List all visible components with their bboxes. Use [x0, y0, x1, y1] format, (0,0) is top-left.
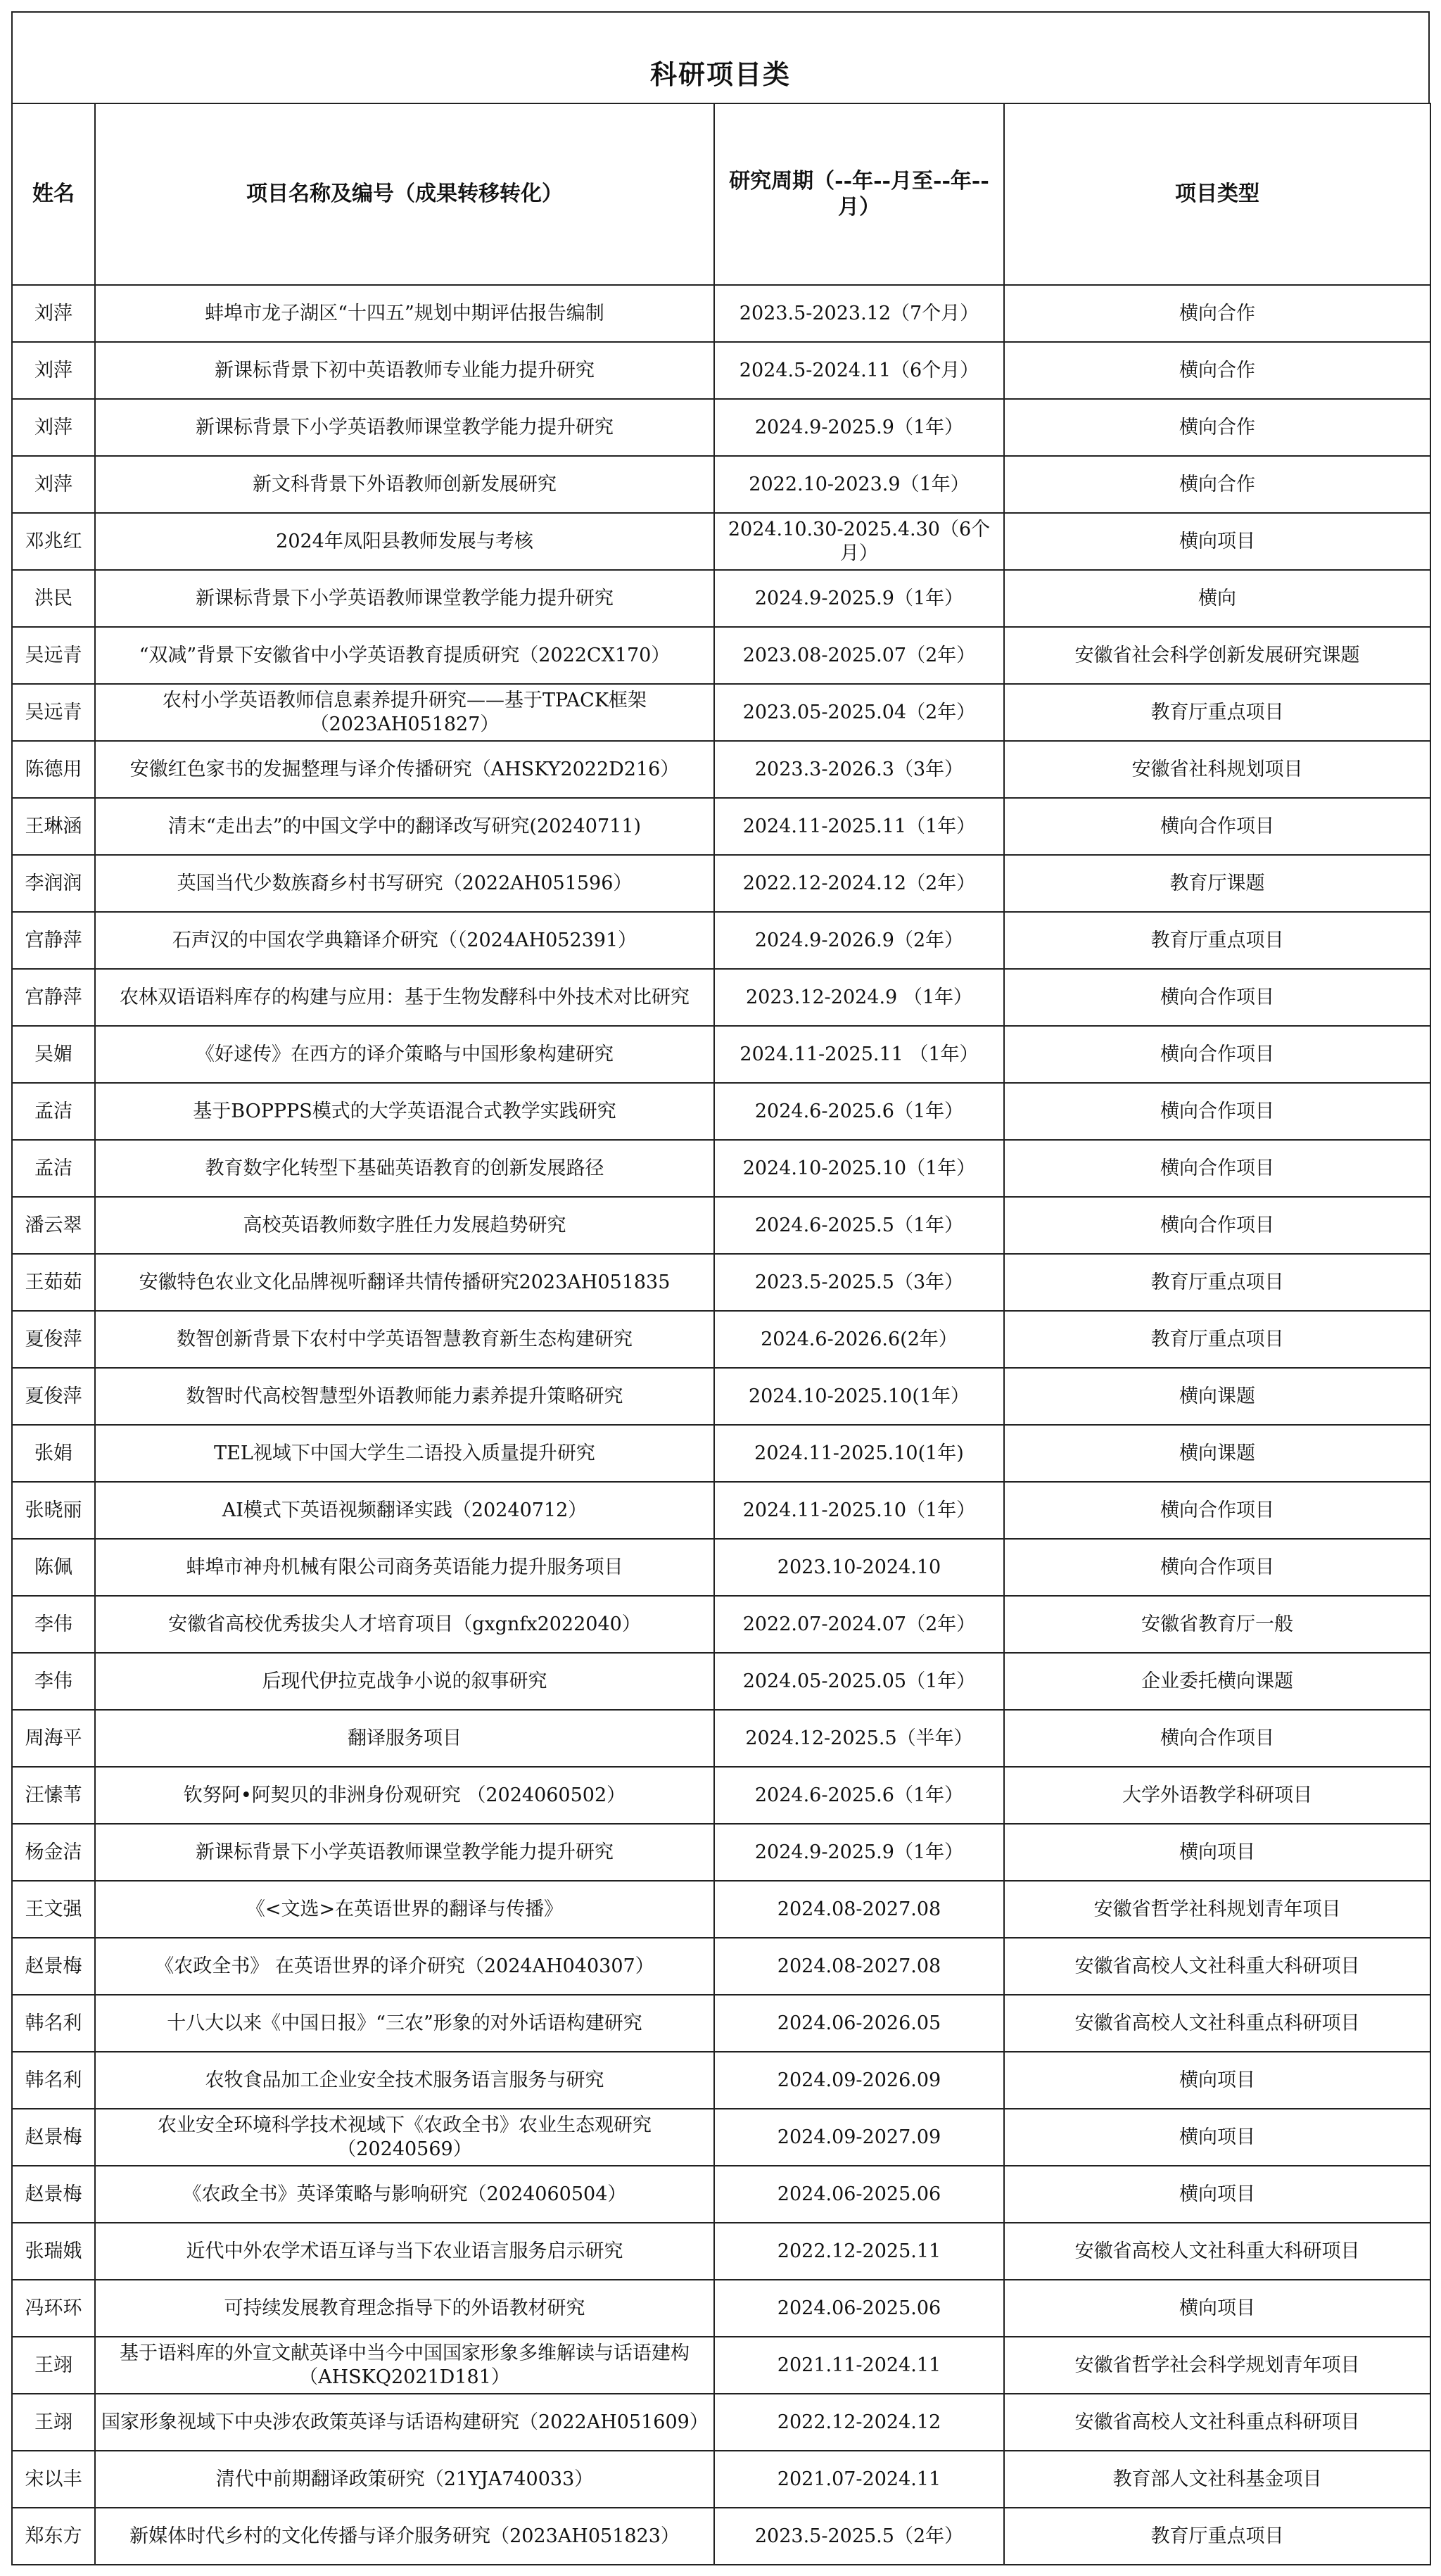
cell-type[interactable]: 横向合作项目: [1004, 1083, 1430, 1140]
cell-period[interactable]: 2023.08-2025.07（2年）: [714, 627, 1004, 684]
header-project: 项目名称及编号（成果转移转化）: [95, 103, 714, 285]
cell-period[interactable]: 2024.11-2025.10(1年): [714, 1425, 1004, 1482]
spreadsheet: [11, 11, 1430, 2565]
cell-project[interactable]: 安徽红色家书的发掘整理与译介传播研究（AHSKY2022D216）: [95, 741, 714, 798]
cell-name[interactable]: 郑东方: [12, 2508, 95, 2565]
cell-type[interactable]: 横向项目: [1004, 2166, 1430, 2223]
header-name: 姓名: [12, 103, 95, 285]
cell-project[interactable]: 新课标背景下小学英语教师课堂教学能力提升研究: [95, 570, 714, 627]
cell-type[interactable]: 横向: [1004, 570, 1430, 627]
cell-name[interactable]: 李伟: [12, 1653, 95, 1710]
cell-name[interactable]: 周海平: [12, 1710, 95, 1767]
cell-project[interactable]: 近代中外农学术语互译与当下农业语言服务启示研究: [95, 2223, 714, 2280]
cell-period[interactable]: 2022.12-2024.12: [714, 2394, 1004, 2451]
cell-name[interactable]: 赵景梅: [12, 2166, 95, 2223]
table-row: [12, 399, 1430, 456]
cell-project[interactable]: 农林双语语料库存的构建与应用：基于生物发酵科中外技术对比研究: [95, 969, 714, 1026]
cell-project[interactable]: 数智时代高校智慧型外语教师能力素养提升策略研究: [95, 1368, 714, 1425]
cell-project[interactable]: 石声汉的中国农学典籍译介研究（（2024AH052391）: [95, 912, 714, 969]
cell-period[interactable]: 2024.9-2025.9（1年）: [714, 570, 1004, 627]
table-row: [12, 1824, 1430, 1881]
table-row: [12, 2337, 1430, 2394]
cell-type[interactable]: 横向项目: [1004, 2280, 1430, 2337]
cell-period[interactable]: 2024.11-2025.10（1年）: [714, 1482, 1004, 1539]
cell-type[interactable]: 横向项目: [1004, 513, 1430, 570]
table-body: [12, 285, 1430, 2565]
cell-name[interactable]: 赵景梅: [12, 2109, 95, 2166]
cell-period[interactable]: 2023.12-2024.9 （1年）: [714, 969, 1004, 1026]
cell-type[interactable]: 安徽省高校人文社科重点科研项目: [1004, 2394, 1430, 2451]
cell-type[interactable]: 横向课题: [1004, 1368, 1430, 1425]
table-row: [12, 2508, 1430, 2565]
cell-project[interactable]: 高校英语教师数字胜任力发展趋势研究: [95, 1197, 714, 1254]
table-row: [12, 513, 1430, 570]
cell-period[interactable]: 2024.11-2025.11（1年）: [714, 798, 1004, 855]
cell-project[interactable]: 新课标背景下小学英语教师课堂教学能力提升研究: [95, 1824, 714, 1881]
cell-name[interactable]: 陈德用: [12, 741, 95, 798]
table-row: [12, 1254, 1430, 1311]
cell-name[interactable]: 宋以丰: [12, 2451, 95, 2508]
cell-project[interactable]: 新课标背景下小学英语教师课堂教学能力提升研究: [95, 399, 714, 456]
cell-project[interactable]: “双减”背景下安徽省中小学英语教育提质研究（2022CX170）: [95, 627, 714, 684]
cell-name[interactable]: 张瑞娥: [12, 2223, 95, 2280]
cell-project[interactable]: 《好逑传》在西方的译介策略与中国形象构建研究: [95, 1026, 714, 1083]
cell-period[interactable]: 2024.12-2025.5（半年）: [714, 1710, 1004, 1767]
cell-project[interactable]: 基于语料库的外宣文献英译中当今中国国家形象多维解读与话语建构（AHSKQ2021D181）: [95, 2337, 714, 2394]
table-row: [12, 1425, 1430, 1482]
table-row: [12, 342, 1430, 399]
cell-project[interactable]: 农村小学英语教师信息素养提升研究——基于TPACK框架（2023AH051827）: [95, 684, 714, 741]
cell-project[interactable]: 蚌埠市神舟机械有限公司商务英语能力提升服务项目: [95, 1539, 714, 1596]
table-row: [12, 684, 1430, 741]
cell-project[interactable]: 可持续发展教育理念指导下的外语教材研究: [95, 2280, 714, 2337]
cell-type[interactable]: 横向合作项目: [1004, 1482, 1430, 1539]
cell-name[interactable]: 刘萍: [12, 456, 95, 513]
cell-period[interactable]: 2024.06-2025.06: [714, 2166, 1004, 2223]
cell-period[interactable]: 2023.5-2025.5（3年）: [714, 1254, 1004, 1311]
cell-name[interactable]: 孟洁: [12, 1140, 95, 1197]
cell-period[interactable]: 2024.05-2025.05（1年）: [714, 1653, 1004, 1710]
cell-period[interactable]: 2024.6-2025.6（1年）: [714, 1083, 1004, 1140]
cell-name[interactable]: 潘云翠: [12, 1197, 95, 1254]
table-row: [12, 285, 1430, 342]
table-row: [12, 1482, 1430, 1539]
cell-type[interactable]: 教育厅重点项目: [1004, 2508, 1430, 2565]
cell-period[interactable]: 2022.12-2025.11: [714, 2223, 1004, 2280]
cell-project[interactable]: 新媒体时代乡村的文化传播与译介服务研究（2023AH051823）: [95, 2508, 714, 2565]
cell-name[interactable]: 陈佩: [12, 1539, 95, 1596]
table-row: [12, 1938, 1430, 1995]
cell-name[interactable]: 杨金洁: [12, 1824, 95, 1881]
cell-type[interactable]: 教育厅重点项目: [1004, 1254, 1430, 1311]
table-row: [12, 1311, 1430, 1368]
cell-type[interactable]: 横向合作项目: [1004, 1197, 1430, 1254]
table-row: [12, 1368, 1430, 1425]
table-row: [12, 1767, 1430, 1824]
cell-project[interactable]: 清代中前期翻译政策研究（21YJA740033）: [95, 2451, 714, 2508]
cell-type[interactable]: 横向合作: [1004, 342, 1430, 399]
cell-period[interactable]: 2022.07-2024.07（2年）: [714, 1596, 1004, 1653]
cell-period[interactable]: 2024.10-2025.10(1年）: [714, 1368, 1004, 1425]
table-row: [12, 570, 1430, 627]
table-row: [12, 2280, 1430, 2337]
cell-project[interactable]: 数智创新背景下农村中学英语智慧教育新生态构建研究: [95, 1311, 714, 1368]
cell-name[interactable]: 韩名利: [12, 1995, 95, 2052]
cell-project[interactable]: TEL视域下中国大学生二语投入质量提升研究: [95, 1425, 714, 1482]
header-type: 项目类型: [1004, 103, 1430, 285]
cell-type[interactable]: 横向合作: [1004, 285, 1430, 342]
cell-period[interactable]: 2024.6-2026.6(2年）: [714, 1311, 1004, 1368]
cell-type[interactable]: 横向合作: [1004, 456, 1430, 513]
cell-project[interactable]: 后现代伊拉克战争小说的叙事研究: [95, 1653, 714, 1710]
cell-type[interactable]: 横向项目: [1004, 1824, 1430, 1881]
cell-project[interactable]: 农牧食品加工企业安全技术服务语言服务与研究: [95, 2052, 714, 2109]
cell-type[interactable]: 教育厅课题: [1004, 855, 1430, 912]
cell-type[interactable]: 安徽省哲学社会科学规划青年项目: [1004, 2337, 1430, 2394]
cell-name[interactable]: 王文强: [12, 1881, 95, 1938]
cell-period[interactable]: 2024.09-2026.09: [714, 2052, 1004, 2109]
cell-type[interactable]: 安徽省社会科学创新发展研究课题: [1004, 627, 1430, 684]
cell-project[interactable]: 蚌埠市龙子湖区“十四五”规划中期评估报告编制: [95, 285, 714, 342]
cell-name[interactable]: 赵景梅: [12, 1938, 95, 1995]
project-table: [11, 103, 1431, 2565]
cell-type[interactable]: 教育部人文社科基金项目: [1004, 2451, 1430, 2508]
cell-period[interactable]: 2023.05-2025.04（2年）: [714, 684, 1004, 741]
cell-period[interactable]: 2024.08-2027.08: [714, 1881, 1004, 1938]
cell-project[interactable]: 翻译服务项目: [95, 1710, 714, 1767]
cell-period[interactable]: 2022.10-2023.9（1年）: [714, 456, 1004, 513]
cell-project[interactable]: 安徽特色农业文化品牌视听翻译共情传播研究2023AH051835: [95, 1254, 714, 1311]
cell-type[interactable]: 安徽省社科规划项目: [1004, 741, 1430, 798]
cell-type[interactable]: 大学外语教学科研项目: [1004, 1767, 1430, 1824]
cell-period[interactable]: 2023.3-2026.3（3年）: [714, 741, 1004, 798]
table-row: [12, 2223, 1430, 2280]
cell-project[interactable]: 新文科背景下外语教师创新发展研究: [95, 456, 714, 513]
title-row: [11, 11, 1430, 103]
cell-period[interactable]: 2024.6-2025.5（1年）: [714, 1197, 1004, 1254]
table-row: [12, 1995, 1430, 2052]
cell-type[interactable]: 安徽省教育厅一般: [1004, 1596, 1430, 1653]
table-row: [12, 1083, 1430, 1140]
cell-name[interactable]: 王翊: [12, 2337, 95, 2394]
cell-period[interactable]: 2023.10-2024.10: [714, 1539, 1004, 1596]
table-row: [12, 1596, 1430, 1653]
table-row: [12, 1881, 1430, 1938]
cell-name[interactable]: 李伟: [12, 1596, 95, 1653]
cell-name[interactable]: 王茹茹: [12, 1254, 95, 1311]
cell-period[interactable]: 2024.6-2025.6（1年）: [714, 1767, 1004, 1824]
cell-type[interactable]: 教育厅重点项目: [1004, 1311, 1430, 1368]
cell-type[interactable]: 横向合作: [1004, 399, 1430, 456]
cell-period[interactable]: 2024.9-2025.9（1年）: [714, 1824, 1004, 1881]
cell-project[interactable]: 《<文选>在英语世界的翻译与传播》: [95, 1881, 714, 1938]
cell-name[interactable]: 孟洁: [12, 1083, 95, 1140]
cell-period[interactable]: 2024.06-2026.05: [714, 1995, 1004, 2052]
cell-period[interactable]: 2024.08-2027.08: [714, 1938, 1004, 1995]
cell-name[interactable]: 洪民: [12, 570, 95, 627]
table-row: [12, 855, 1430, 912]
table-row: [12, 1539, 1430, 1596]
cell-period[interactable]: 2023.5-2025.5（2年）: [714, 2508, 1004, 2565]
cell-type[interactable]: 横向课题: [1004, 1425, 1430, 1482]
cell-project[interactable]: 新课标背景下初中英语教师专业能力提升研究: [95, 342, 714, 399]
page-title: 科研项目类: [649, 58, 791, 90]
cell-name[interactable]: 吴媚: [12, 1026, 95, 1083]
cell-name[interactable]: 刘萍: [12, 399, 95, 456]
cell-name[interactable]: 夏俊萍: [12, 1311, 95, 1368]
cell-period[interactable]: 2024.09-2027.09: [714, 2109, 1004, 2166]
table-row: [12, 969, 1430, 1026]
table-row: [12, 1140, 1430, 1197]
table-row: [12, 2451, 1430, 2508]
cell-period[interactable]: 2024.10.30-2025.4.30（6个月）: [714, 513, 1004, 570]
cell-type[interactable]: 教育厅重点项目: [1004, 684, 1430, 741]
cell-type[interactable]: 横向合作项目: [1004, 969, 1430, 1026]
cell-type[interactable]: 企业委托横向课题: [1004, 1653, 1430, 1710]
table-row: [12, 2394, 1430, 2451]
cell-type[interactable]: 横向项目: [1004, 2109, 1430, 2166]
cell-type[interactable]: 横向合作项目: [1004, 1140, 1430, 1197]
cell-period[interactable]: 2024.11-2025.11 （1年）: [714, 1026, 1004, 1083]
cell-name[interactable]: 宫静萍: [12, 969, 95, 1026]
cell-name[interactable]: 邓兆红: [12, 513, 95, 570]
cell-project[interactable]: 清末“走出去”的中国文学中的翻译改写研究(20240711): [95, 798, 714, 855]
cell-name[interactable]: 吴远青: [12, 684, 95, 741]
cell-type[interactable]: 安徽省高校人文社科重点科研项目: [1004, 1995, 1430, 2052]
cell-name[interactable]: 王翊: [12, 2394, 95, 2451]
cell-project[interactable]: 国家形象视域下中央涉农政策英译与话语构建研究（2022AH051609）: [95, 2394, 714, 2451]
table-row: [12, 2166, 1430, 2223]
table-row: [12, 741, 1430, 798]
cell-name[interactable]: 刘萍: [12, 342, 95, 399]
cell-project[interactable]: 英国当代少数族裔乡村书写研究（2022AH051596）: [95, 855, 714, 912]
table-row: [12, 912, 1430, 969]
header-period: 研究周期（--年--月至--年--月）: [714, 103, 1004, 285]
cell-project[interactable]: 钦努阿•阿契贝的非洲身份观研究 （2024060502）: [95, 1767, 714, 1824]
cell-name[interactable]: 刘萍: [12, 285, 95, 342]
cell-name[interactable]: 宫静萍: [12, 912, 95, 969]
cell-project[interactable]: 基于BOPPPS模式的大学英语混合式教学实践研究: [95, 1083, 714, 1140]
cell-period[interactable]: 2024.06-2025.06: [714, 2280, 1004, 2337]
cell-name[interactable]: 夏俊萍: [12, 1368, 95, 1425]
cell-project[interactable]: 2024年凤阳县教师发展与考核: [95, 513, 714, 570]
cell-type[interactable]: 横向合作项目: [1004, 1539, 1430, 1596]
cell-project[interactable]: AI模式下英语视频翻译实践（20240712）: [95, 1482, 714, 1539]
table-row: [12, 1710, 1430, 1767]
cell-name[interactable]: 张晓丽: [12, 1482, 95, 1539]
cell-period[interactable]: 2024.5-2024.11（6个月）: [714, 342, 1004, 399]
table-row: [12, 798, 1430, 855]
cell-type[interactable]: 横向合作项目: [1004, 798, 1430, 855]
cell-project[interactable]: 农业安全环境科学技术视域下《农政全书》农业生态观研究（20240569）: [95, 2109, 714, 2166]
cell-project[interactable]: 《农政全书》英译策略与影响研究（2024060504）: [95, 2166, 714, 2223]
table-row: [12, 2109, 1430, 2166]
cell-type[interactable]: 横向合作项目: [1004, 1710, 1430, 1767]
table-row: [12, 627, 1430, 684]
table-row: [12, 2052, 1430, 2109]
cell-type[interactable]: 教育厅重点项目: [1004, 912, 1430, 969]
table-row: [12, 1026, 1430, 1083]
cell-type[interactable]: 安徽省高校人文社科重大科研项目: [1004, 2223, 1430, 2280]
cell-period[interactable]: 2024.9-2026.9（2年）: [714, 912, 1004, 969]
cell-project[interactable]: 《农政全书》 在英语世界的译介研究（2024AH040307）: [95, 1938, 714, 1995]
cell-type[interactable]: 横向项目: [1004, 2052, 1430, 2109]
cell-project[interactable]: 十八大以来《中国日报》“三农”形象的对外话语构建研究: [95, 1995, 714, 2052]
cell-type[interactable]: 横向合作项目: [1004, 1026, 1430, 1083]
header-row: [12, 103, 1430, 285]
cell-name[interactable]: 韩名利: [12, 2052, 95, 2109]
cell-name[interactable]: 吴远青: [12, 627, 95, 684]
cell-name[interactable]: 李润润: [12, 855, 95, 912]
table-row: [12, 456, 1430, 513]
cell-period[interactable]: 2021.11-2024.11: [714, 2337, 1004, 2394]
cell-name[interactable]: 汪愫苇: [12, 1767, 95, 1824]
cell-name[interactable]: 冯环环: [12, 2280, 95, 2337]
cell-period[interactable]: 2024.10-2025.10（1年）: [714, 1140, 1004, 1197]
table-row: [12, 1197, 1430, 1254]
cell-period[interactable]: 2021.07-2024.11: [714, 2451, 1004, 2508]
cell-type[interactable]: 安徽省哲学社科规划青年项目: [1004, 1881, 1430, 1938]
table-row: [12, 1653, 1430, 1710]
cell-period[interactable]: 2022.12-2024.12（2年）: [714, 855, 1004, 912]
cell-type[interactable]: 安徽省高校人文社科重大科研项目: [1004, 1938, 1430, 1995]
cell-name[interactable]: 王琳涵: [12, 798, 95, 855]
cell-name[interactable]: 张娟: [12, 1425, 95, 1482]
cell-project[interactable]: 安徽省高校优秀拔尖人才培育项目（gxgnfx2022040）: [95, 1596, 714, 1653]
cell-project[interactable]: 教育数字化转型下基础英语教育的创新发展路径: [95, 1140, 714, 1197]
cell-period[interactable]: 2023.5-2023.12（7个月）: [714, 285, 1004, 342]
cell-period[interactable]: 2024.9-2025.9（1年）: [714, 399, 1004, 456]
